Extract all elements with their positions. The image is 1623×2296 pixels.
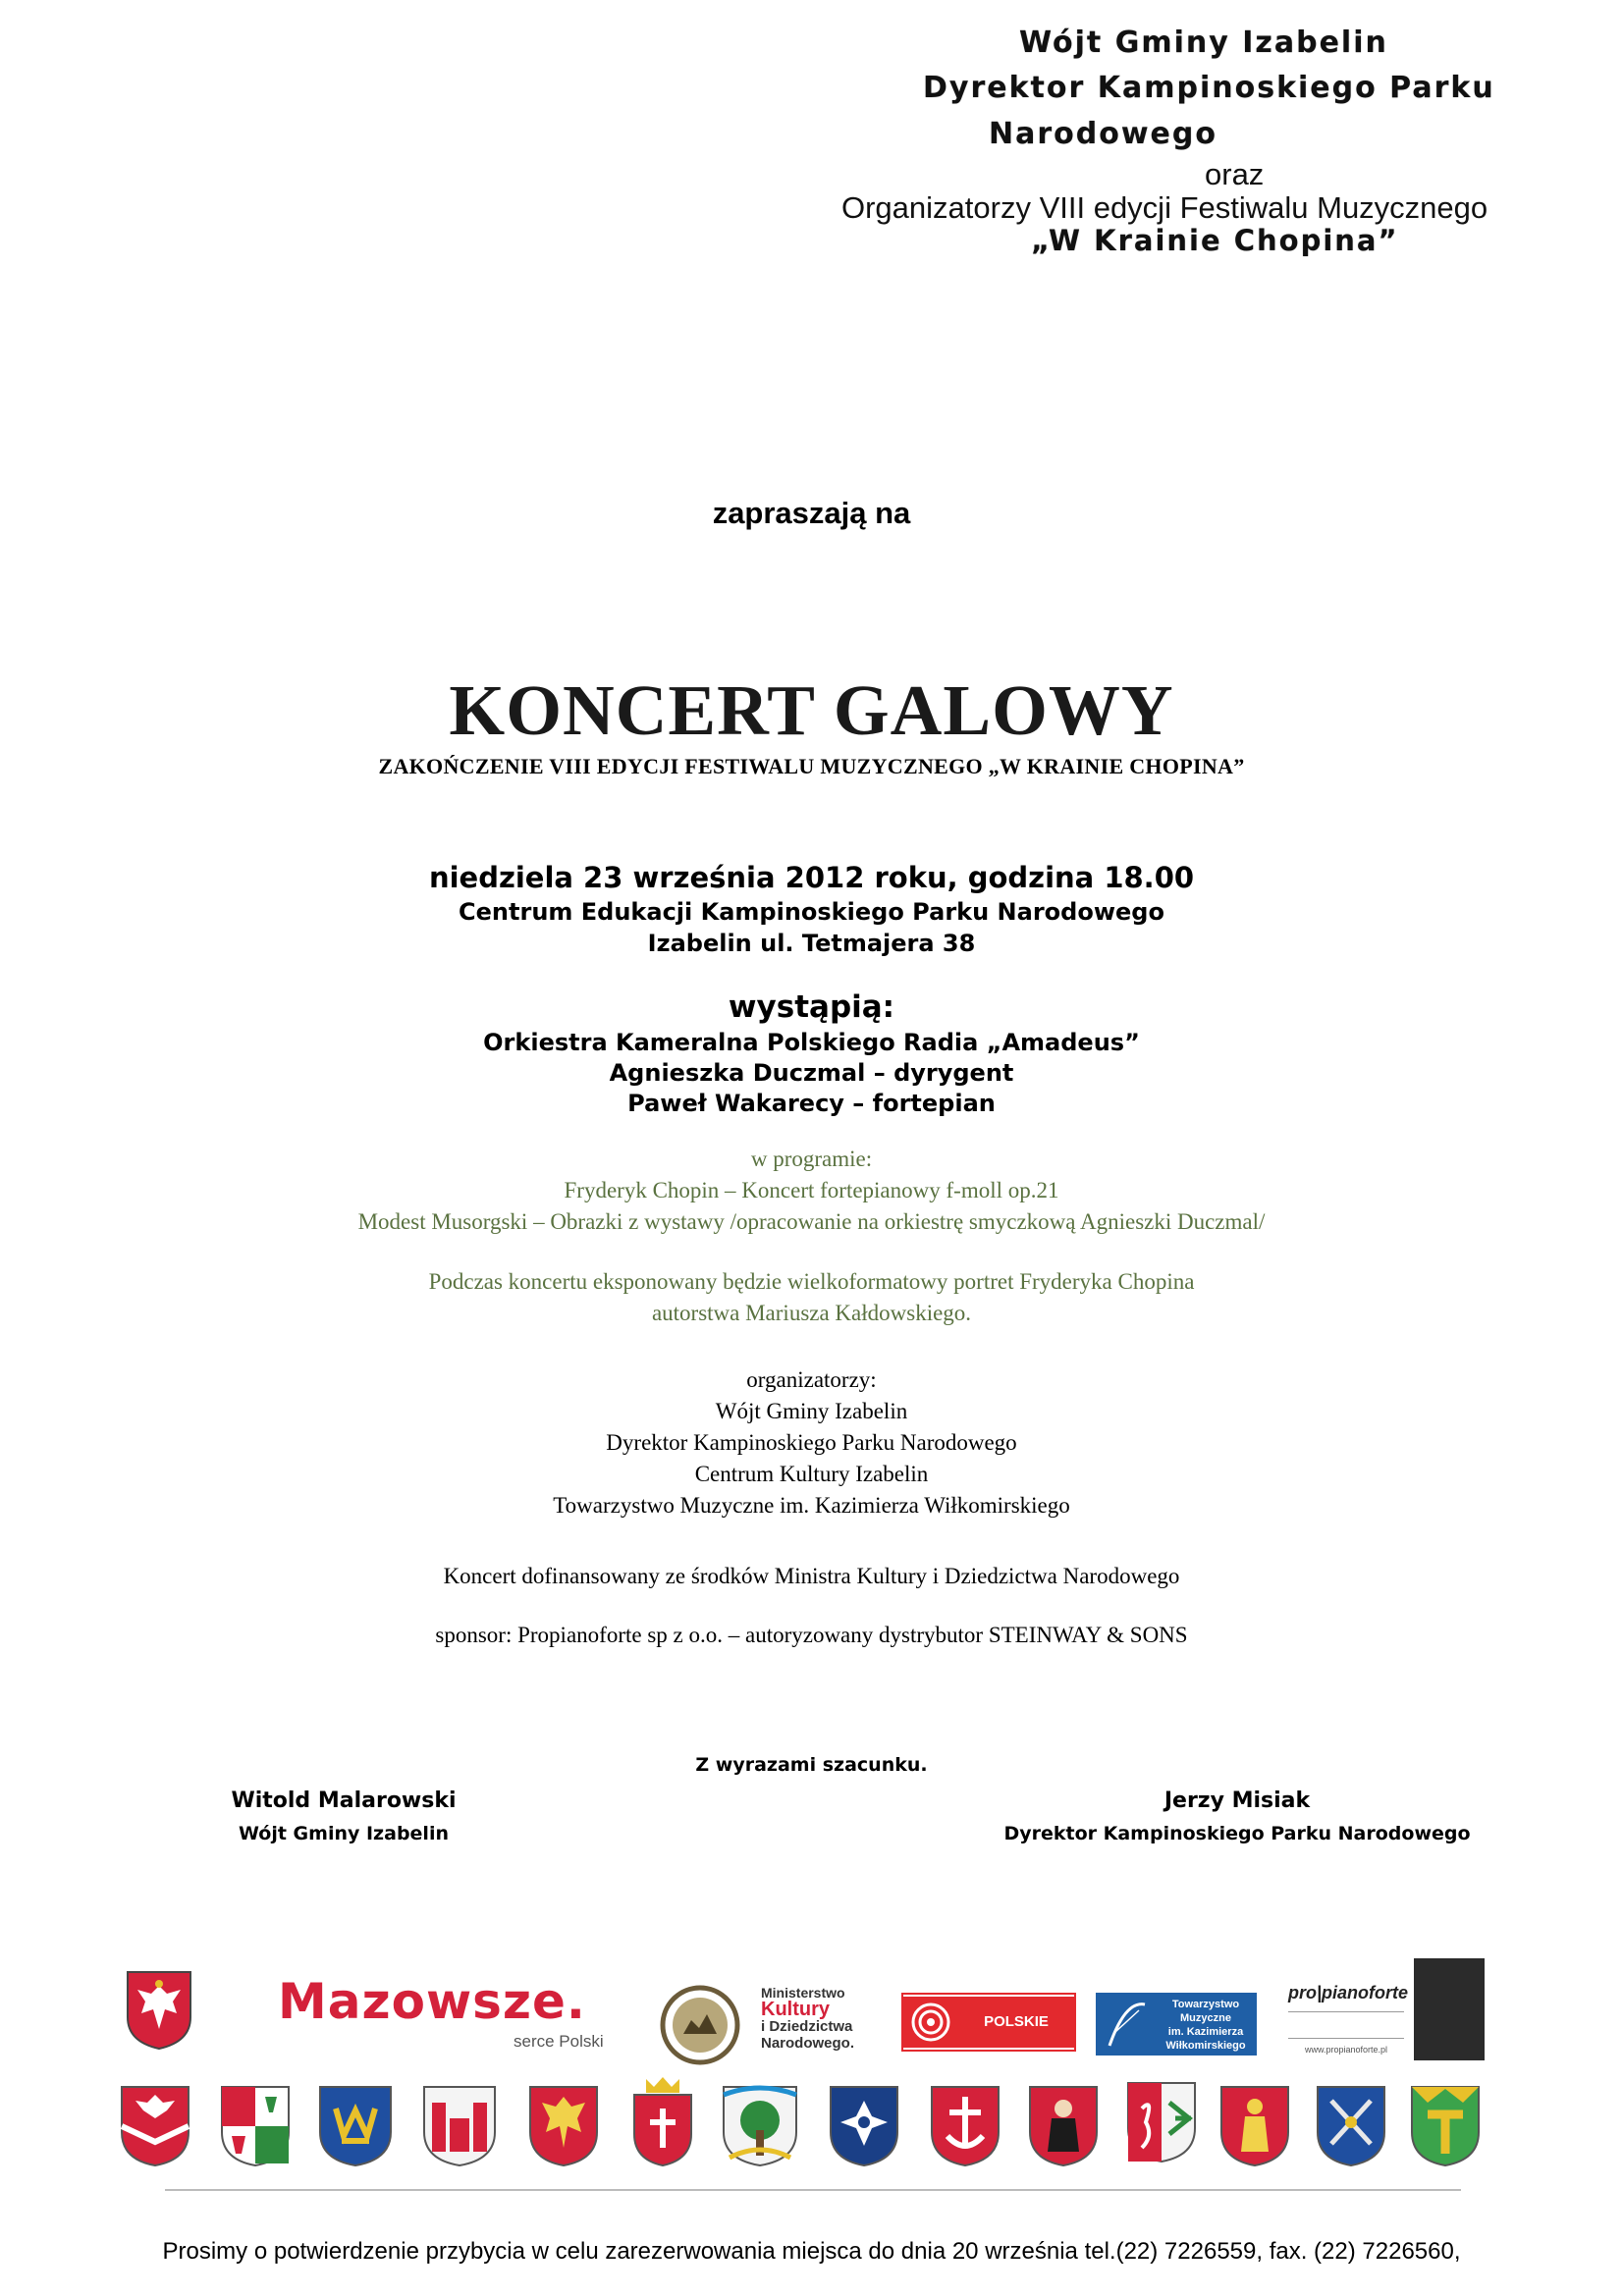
portrait-note [0,1266,1623,1329]
ministry-line: Narodowego. [761,2035,855,2052]
regards-text: Z wyrazami szacunku. [695,1754,928,1776]
header-line-organizatorzy: Organizatorzy VIII edycji Festiwalu Muzycznego [841,190,1488,225]
organizer-item: Dyrektor Kampinoskiego Parku Narodowego [606,1430,1017,1455]
performer-item: Orkiestra Kameralna Polskiego Radia „Amadeus” [483,1029,1140,1056]
radio-waves-icon [903,1997,958,2048]
blue-crown-coat-of-arms-icon [316,2083,395,2169]
mazowsze-logo [278,1973,641,2052]
funding-note: Koncert dofinansowany ze środków Ministra Kultury i Dziedzictwa Narodowego [443,1564,1180,1588]
anchor-coat-of-arms-icon [928,2083,1002,2169]
organizer-item: Towarzystwo Muzyczne im. Kazimierza Wiłkomirskiego [553,1493,1070,1518]
event-details [0,859,1623,959]
header-line-oraz: oraz [1205,157,1265,191]
event-date: niedziela 23 września 2012 roku, godzina 18.00 [428,861,1195,894]
portrait-line: Podczas koncertu eksponowany będzie wielkoformatowy portret Fryderyka Chopina [428,1269,1195,1294]
sponsor-note: sponsor: Propianoforte sp z o.o. – autoryzowany dystrybutor STEINWAY & SONS [435,1623,1188,1647]
organizers-heading: organizatorzy: [746,1367,877,1392]
event-venue: Centrum Edukacji Kampinoskiego Parku Narodowego [459,898,1164,926]
mazowieckie-coat-of-arms-icon [124,1968,194,2052]
crossed-swords-coat-of-arms-icon [1314,2083,1388,2169]
mazowsze-tagline: serce Polski [514,2032,604,2051]
performer-item: Agnieszka Duczmal – dyrygent [609,1059,1014,1087]
mazowsze-wordmark: Mazowsze. [278,1973,586,2030]
header-line-wojt: Wójt Gminy Izabelin [1019,26,1388,60]
saint-coat-of-arms-icon [1026,2083,1101,2169]
propianoforte-wordmark: pro|pianoforte [1288,1983,1409,2002]
performer-item: Paweł Wakarecy – fortepian [627,1090,996,1117]
polskie-radio-logo [901,1993,1076,2081]
eagle-coat-of-arms-icon [526,2083,601,2169]
towarzystwo-line: im. Kazimierza [1167,2026,1244,2038]
program-item: Modest Musorgski – Obrazki z wystawy /opracowanie na orkiestrę smyczkową Agnieszki Duczmal/ [357,1209,1266,1234]
county-coat-of-arms-icon [218,2083,293,2169]
towarzystwo-line: Towarzystwo [1171,1999,1240,2010]
concert-title: KONCERT GALOWY [449,670,1174,750]
blue-cross-coat-of-arms-icon [827,2083,901,2169]
propianoforte-logo [1288,1983,1409,2059]
header-line-narodowego: Narodowego [989,117,1217,151]
program-item: Fryderyk Chopin – Koncert fortepianowy f-moll op.21 [564,1178,1059,1202]
event-address: Izabelin ul. Tetmajera 38 [647,930,976,957]
kampinoski-park-emblem-icon [660,1985,740,2065]
propianoforte-url: www.propianoforte.pl [1304,2045,1388,2055]
signature-right [982,1785,1492,1849]
green-t-coat-of-arms-icon [1408,2083,1483,2169]
towarzystwo-muzyczne-logo [1096,1993,1257,2056]
crowned-coat-of-arms-icon [628,2075,697,2169]
footer-divider [165,2189,1461,2191]
ministry-culture-logo [761,1985,879,2052]
towarzystwo-line: Muzyczne [1180,2012,1231,2024]
castle-coat-of-arms-icon [420,2083,499,2169]
invite-text: zapraszają na [712,496,911,530]
signature-role: Wójt Gminy Izabelin [239,1823,449,1844]
portrait-line: autorstwa Mariusza Kałdowskiego. [651,1301,972,1325]
organizer-item: Centrum Kultury Izabelin [694,1462,929,1486]
header-line-festival-name: „W Krainie Chopina” [1031,224,1399,257]
tree-coat-of-arms-icon [720,2083,800,2169]
performers-heading: wystąpią: [728,989,895,1025]
signature-left [196,1785,491,1849]
golden-saint-coat-of-arms-icon [1217,2083,1292,2169]
concert-subtitle: ZAKOŃCZENIE VIII EDYCJI FESTIWALU MUZYCZNEGO „W KRAINIE CHOPINA” [378,754,1245,778]
program-section [0,1144,1623,1238]
ministry-line: Kultury [761,1999,830,2020]
radio-name: POLSKIE RADIO [958,1997,1074,2048]
header-line-dyrektor: Dyrektor Kampinoskiego Parku [923,71,1495,105]
ministry-line: Ministerstwo [761,1985,845,2001]
warszawski-zachodni-coat-of-arms-icon [118,2083,192,2169]
ministry-line: i Dziedzictwa [761,2018,853,2035]
gmina-baranow-coat-of-arms-icon [1124,2079,1199,2173]
harp-icon [1096,1993,1155,2056]
signature-name: Jerzy Misiak [1163,1789,1311,1813]
organizers-section [0,1364,1623,1522]
footer-rsvp-text: Prosimy o potwierdzenie przybycia w celu zarezerwowania miejsca do dnia 20 września tel.(22) 7226559, fax. (22) 7226560, [162,2238,1461,2265]
signature-role: Dyrektor Kampinoskiego Parku Narodowego [1003,1823,1471,1844]
towarzystwo-line: Wiłkomirskiego [1165,2040,1246,2052]
black-square-logo [1414,1958,1485,2060]
performers-section [0,987,1623,1119]
program-heading: w programie: [750,1147,873,1171]
signature-name: Witold Malarowski [231,1789,457,1813]
organizer-item: Wójt Gminy Izabelin [715,1399,908,1423]
